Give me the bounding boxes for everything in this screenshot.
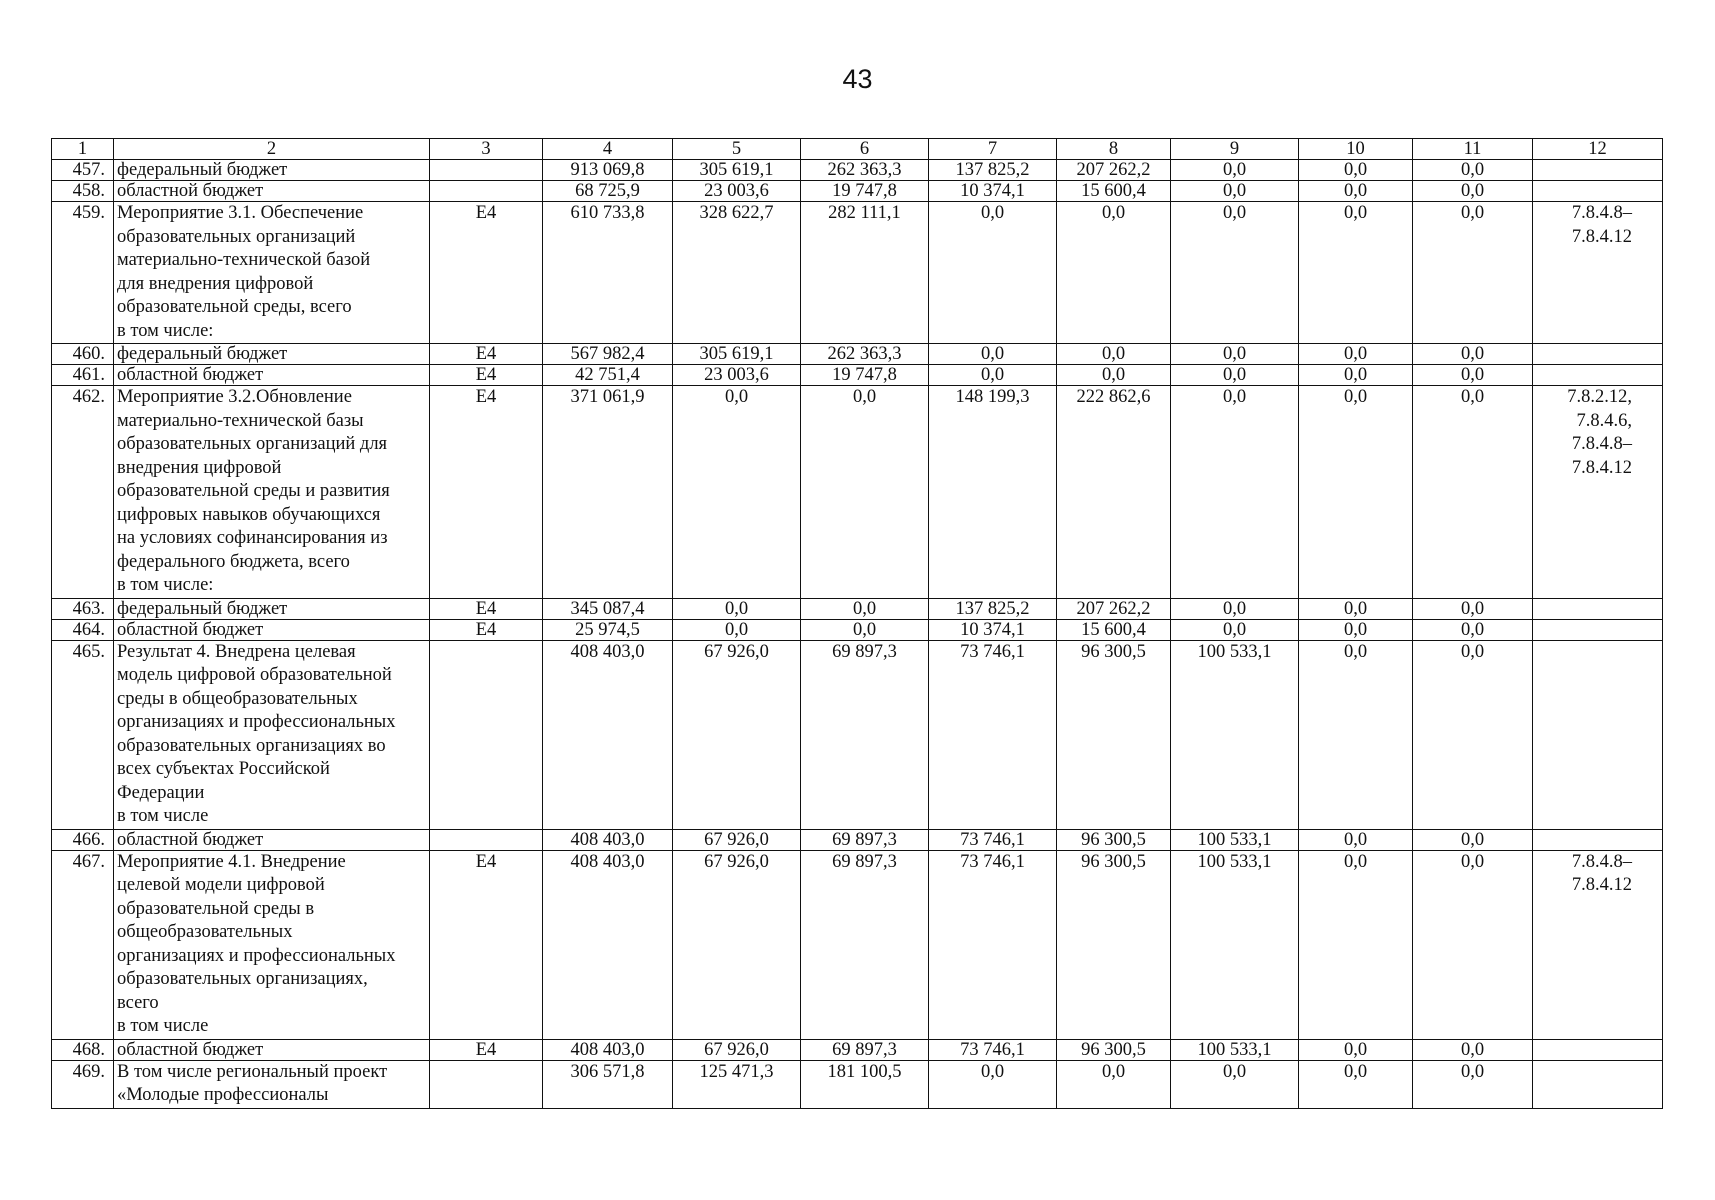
description-line: образовательных организациях во xyxy=(117,735,386,756)
value-cell-col6: 262 363,3 xyxy=(801,344,929,365)
description-line: областной бюджет xyxy=(117,1039,264,1060)
description-line: областной бюджет xyxy=(117,829,264,850)
row-references xyxy=(1533,1060,1663,1108)
row-code: Е4 xyxy=(430,365,543,386)
table-row xyxy=(52,850,1663,1039)
description-line: в том числе xyxy=(117,1016,209,1036)
value-cell-col5: 67 926,0 xyxy=(673,640,801,829)
value-cell-col10: 0,0 xyxy=(1299,1039,1413,1060)
value-cell-col7: 73 746,1 xyxy=(929,850,1057,1039)
value-cell-col4: 345 087,4 xyxy=(543,598,673,619)
row-description xyxy=(114,640,430,829)
value-cell-col5: 23 003,6 xyxy=(673,181,801,202)
value-cell-col6: 0,0 xyxy=(801,386,929,599)
value-cell-col4: 408 403,0 xyxy=(543,640,673,829)
value-cell-col4: 68 725,9 xyxy=(543,181,673,202)
value-cell-col7: 0,0 xyxy=(929,344,1057,365)
description-line: федеральный бюджет xyxy=(117,160,288,180)
value-cell-col5: 0,0 xyxy=(673,598,801,619)
row-description xyxy=(114,181,430,202)
value-cell-col9: 0,0 xyxy=(1171,386,1299,599)
description-line: модель цифровой образовательной xyxy=(117,665,392,685)
description-line: среды в общеобразовательных xyxy=(117,688,358,709)
row-number: 464. xyxy=(52,619,114,640)
column-header: 9 xyxy=(1171,139,1299,160)
value-cell-col4: 306 571,8 xyxy=(543,1060,673,1108)
reference-line: 7.8.4.12 xyxy=(1571,226,1632,247)
value-cell-col5: 23 003,6 xyxy=(673,365,801,386)
description-line: Мероприятие 4.1. Внедрение xyxy=(117,851,346,872)
value-cell-col10: 0,0 xyxy=(1299,365,1413,386)
value-cell-col4: 371 061,9 xyxy=(543,386,673,599)
value-cell-col6: 19 747,8 xyxy=(801,365,929,386)
value-cell-col7: 73 746,1 xyxy=(929,1039,1057,1060)
value-cell-col5: 67 926,0 xyxy=(673,850,801,1039)
value-cell-col11: 0,0 xyxy=(1413,829,1533,850)
value-cell-col10: 0,0 xyxy=(1299,829,1413,850)
row-code: Е4 xyxy=(430,850,543,1039)
description-line: всего xyxy=(117,992,159,1013)
column-header: 6 xyxy=(801,139,929,160)
column-header: 5 xyxy=(673,139,801,160)
value-cell-col8: 0,0 xyxy=(1057,1060,1171,1108)
value-cell-col9: 0,0 xyxy=(1171,344,1299,365)
table-row xyxy=(52,344,1663,365)
value-cell-col7: 137 825,2 xyxy=(929,160,1057,181)
description-line: образовательной среды, всего xyxy=(117,297,352,317)
value-cell-col7: 0,0 xyxy=(929,1060,1057,1108)
description-line: В том числе региональный проект xyxy=(117,1061,388,1082)
value-cell-col10: 0,0 xyxy=(1299,181,1413,202)
value-cell-col11: 0,0 xyxy=(1413,640,1533,829)
value-cell-col10: 0,0 xyxy=(1299,640,1413,829)
value-cell-col10: 0,0 xyxy=(1299,386,1413,599)
row-description xyxy=(114,202,430,344)
value-cell-col5: 305 619,1 xyxy=(673,160,801,181)
value-cell-col6: 69 897,3 xyxy=(801,829,929,850)
row-references xyxy=(1533,619,1663,640)
value-cell-col6: 181 100,5 xyxy=(801,1060,929,1108)
row-code: Е4 xyxy=(430,598,543,619)
value-cell-col4: 408 403,0 xyxy=(543,850,673,1039)
value-cell-col10: 0,0 xyxy=(1299,598,1413,619)
value-cell-col8: 207 262,2 xyxy=(1057,598,1171,619)
reference-line: 7.8.4.12 xyxy=(1571,875,1632,895)
description-line: образовательной среды в xyxy=(117,898,315,919)
row-description xyxy=(114,598,430,619)
description-line: федеральный бюджет xyxy=(117,598,288,619)
value-cell-col6: 19 747,8 xyxy=(801,181,929,202)
value-cell-col7: 148 199,3 xyxy=(929,386,1057,599)
row-number: 463. xyxy=(52,598,114,619)
row-references xyxy=(1533,202,1663,344)
table-body xyxy=(52,139,1663,1109)
row-code: Е4 xyxy=(430,386,543,599)
value-cell-col8: 96 300,5 xyxy=(1057,850,1171,1039)
value-cell-col6: 0,0 xyxy=(801,598,929,619)
value-cell-col5: 67 926,0 xyxy=(673,829,801,850)
row-description xyxy=(114,344,430,365)
row-number: 467. xyxy=(52,850,114,1039)
description-line: материально-технической базой xyxy=(117,250,371,270)
value-cell-col4: 408 403,0 xyxy=(543,1039,673,1060)
row-description xyxy=(114,386,430,599)
row-description xyxy=(114,160,430,181)
value-cell-col11: 0,0 xyxy=(1413,344,1533,365)
value-cell-col6: 0,0 xyxy=(801,619,929,640)
row-references xyxy=(1533,344,1663,365)
description-line: организациях и профессиональных xyxy=(117,945,396,966)
value-cell-col9: 0,0 xyxy=(1171,202,1299,344)
column-header: 4 xyxy=(543,139,673,160)
value-cell-col9: 100 533,1 xyxy=(1171,1039,1299,1060)
description-line: материально-технической базы xyxy=(117,410,364,431)
value-cell-col9: 0,0 xyxy=(1171,1060,1299,1108)
value-cell-col8: 96 300,5 xyxy=(1057,640,1171,829)
row-code xyxy=(430,829,543,850)
row-references xyxy=(1533,386,1663,599)
value-cell-col7: 0,0 xyxy=(929,202,1057,344)
value-cell-col8: 15 600,4 xyxy=(1057,181,1171,202)
table-row xyxy=(52,1060,1663,1108)
row-code xyxy=(430,181,543,202)
value-cell-col7: 73 746,1 xyxy=(929,829,1057,850)
table-row xyxy=(52,181,1663,202)
row-number: 457. xyxy=(52,160,114,181)
value-cell-col5: 305 619,1 xyxy=(673,344,801,365)
row-number: 458. xyxy=(52,181,114,202)
row-number: 460. xyxy=(52,344,114,365)
value-cell-col6: 282 111,1 xyxy=(801,202,929,344)
column-header: 7 xyxy=(929,139,1057,160)
description-line: образовательных организациях, xyxy=(117,969,368,989)
column-header: 11 xyxy=(1413,139,1533,160)
value-cell-col4: 610 733,8 xyxy=(543,202,673,344)
value-cell-col9: 0,0 xyxy=(1171,598,1299,619)
value-cell-col6: 69 897,3 xyxy=(801,1039,929,1060)
value-cell-col11: 0,0 xyxy=(1413,365,1533,386)
description-line: в том числе: xyxy=(117,575,214,595)
value-cell-col5: 0,0 xyxy=(673,386,801,599)
value-cell-col4: 913 069,8 xyxy=(543,160,673,181)
description-line: Результат 4. Внедрена целевая xyxy=(117,641,356,662)
column-number-row xyxy=(52,139,1663,160)
description-line: организациях и профессиональных xyxy=(117,712,396,732)
value-cell-col9: 100 533,1 xyxy=(1171,829,1299,850)
value-cell-col10: 0,0 xyxy=(1299,850,1413,1039)
column-header: 3 xyxy=(430,139,543,160)
column-header: 10 xyxy=(1299,139,1413,160)
reference-line: 7.8.4.6, xyxy=(1576,410,1632,431)
row-references xyxy=(1533,640,1663,829)
row-code: Е4 xyxy=(430,1039,543,1060)
table-row xyxy=(52,598,1663,619)
row-number: 461. xyxy=(52,365,114,386)
value-cell-col9: 100 533,1 xyxy=(1171,640,1299,829)
row-references xyxy=(1533,850,1663,1039)
description-line: образовательных организаций xyxy=(117,226,356,247)
description-line: Федерации xyxy=(117,782,205,803)
row-number: 466. xyxy=(52,829,114,850)
row-number: 465. xyxy=(52,640,114,829)
table-row xyxy=(52,386,1663,599)
row-references xyxy=(1533,1039,1663,1060)
value-cell-col9: 100 533,1 xyxy=(1171,850,1299,1039)
description-line: общеобразовательных xyxy=(117,922,293,942)
page-number: 43 xyxy=(842,64,873,94)
reference-line: 7.8.4.8– xyxy=(1571,851,1632,872)
value-cell-col4: 408 403,0 xyxy=(543,829,673,850)
row-references xyxy=(1533,598,1663,619)
value-cell-col6: 262 363,3 xyxy=(801,160,929,181)
value-cell-col10: 0,0 xyxy=(1299,160,1413,181)
row-code xyxy=(430,1060,543,1108)
description-line: Мероприятие 3.1. Обеспечение xyxy=(117,203,364,223)
description-line: областной бюджет xyxy=(117,619,264,640)
description-line: «Молодые профессионалы xyxy=(117,1085,329,1105)
value-cell-col4: 567 982,4 xyxy=(543,344,673,365)
row-description xyxy=(114,850,430,1039)
row-description xyxy=(114,365,430,386)
description-line: всех субъектах Российской xyxy=(117,759,330,779)
value-cell-col11: 0,0 xyxy=(1413,202,1533,344)
row-code: Е4 xyxy=(430,344,543,365)
table-row xyxy=(52,640,1663,829)
row-number: 459. xyxy=(52,202,114,344)
row-code xyxy=(430,640,543,829)
description-line: цифровых навыков обучающихся xyxy=(117,504,381,525)
value-cell-col8: 207 262,2 xyxy=(1057,160,1171,181)
column-header: 8 xyxy=(1057,139,1171,160)
reference-line: 7.8.2.12, xyxy=(1567,387,1632,407)
description-line: образовательной среды и развития xyxy=(117,481,390,501)
table-row xyxy=(52,1039,1663,1060)
description-line: целевой модели цифровой xyxy=(117,875,325,895)
row-code: Е4 xyxy=(430,202,543,344)
value-cell-col7: 10 374,1 xyxy=(929,181,1057,202)
value-cell-col10: 0,0 xyxy=(1299,1060,1413,1108)
value-cell-col10: 0,0 xyxy=(1299,619,1413,640)
reference-line: 7.8.4.8– xyxy=(1571,434,1632,454)
table-row xyxy=(52,829,1663,850)
value-cell-col9: 0,0 xyxy=(1171,365,1299,386)
value-cell-col8: 96 300,5 xyxy=(1057,1039,1171,1060)
value-cell-col11: 0,0 xyxy=(1413,598,1533,619)
value-cell-col7: 10 374,1 xyxy=(929,619,1057,640)
row-references xyxy=(1533,829,1663,850)
reference-line: 7.8.4.12 xyxy=(1571,457,1632,478)
value-cell-col5: 125 471,3 xyxy=(673,1060,801,1108)
row-number: 469. xyxy=(52,1060,114,1108)
value-cell-col5: 328 622,7 xyxy=(673,202,801,344)
table-row xyxy=(52,202,1663,344)
table-row xyxy=(52,619,1663,640)
row-code: Е4 xyxy=(430,619,543,640)
column-header: 12 xyxy=(1533,139,1663,160)
description-line: областной бюджет xyxy=(117,181,264,201)
description-line: Мероприятие 3.2.Обновление xyxy=(117,387,352,407)
value-cell-col5: 67 926,0 xyxy=(673,1039,801,1060)
column-header: 1 xyxy=(52,139,114,160)
value-cell-col4: 42 751,4 xyxy=(543,365,673,386)
value-cell-col10: 0,0 xyxy=(1299,202,1413,344)
table-row xyxy=(52,160,1663,181)
table-row xyxy=(52,365,1663,386)
description-line: образовательных организаций для xyxy=(117,434,388,454)
row-number: 462. xyxy=(52,386,114,599)
value-cell-col4: 25 974,5 xyxy=(543,619,673,640)
value-cell-col11: 0,0 xyxy=(1413,181,1533,202)
description-line: областной бюджет xyxy=(117,365,264,385)
row-description xyxy=(114,619,430,640)
value-cell-col11: 0,0 xyxy=(1413,1039,1533,1060)
description-line: для внедрения цифровой xyxy=(117,273,314,294)
description-line: федерального бюджета, всего xyxy=(117,551,350,572)
value-cell-col11: 0,0 xyxy=(1413,1060,1533,1108)
value-cell-col5: 0,0 xyxy=(673,619,801,640)
value-cell-col9: 0,0 xyxy=(1171,181,1299,202)
column-header: 2 xyxy=(114,139,430,160)
description-line: в том числе: xyxy=(117,320,214,341)
value-cell-col8: 96 300,5 xyxy=(1057,829,1171,850)
value-cell-col6: 69 897,3 xyxy=(801,640,929,829)
row-references xyxy=(1533,160,1663,181)
row-description xyxy=(114,829,430,850)
description-line: федеральный бюджет xyxy=(117,344,288,364)
budget-table xyxy=(51,138,1663,1109)
value-cell-col6: 69 897,3 xyxy=(801,850,929,1039)
value-cell-col11: 0,0 xyxy=(1413,386,1533,599)
value-cell-col9: 0,0 xyxy=(1171,160,1299,181)
value-cell-col7: 0,0 xyxy=(929,365,1057,386)
value-cell-col11: 0,0 xyxy=(1413,619,1533,640)
value-cell-col9: 0,0 xyxy=(1171,619,1299,640)
row-references xyxy=(1533,181,1663,202)
value-cell-col8: 0,0 xyxy=(1057,365,1171,386)
value-cell-col10: 0,0 xyxy=(1299,344,1413,365)
row-description xyxy=(114,1060,430,1108)
value-cell-col8: 0,0 xyxy=(1057,202,1171,344)
value-cell-col8: 222 862,6 xyxy=(1057,386,1171,599)
value-cell-col11: 0,0 xyxy=(1413,160,1533,181)
row-description xyxy=(114,1039,430,1060)
row-number: 468. xyxy=(52,1039,114,1060)
value-cell-col7: 137 825,2 xyxy=(929,598,1057,619)
value-cell-col11: 0,0 xyxy=(1413,850,1533,1039)
value-cell-col8: 0,0 xyxy=(1057,344,1171,365)
reference-line: 7.8.4.8– xyxy=(1571,203,1632,223)
value-cell-col8: 15 600,4 xyxy=(1057,619,1171,640)
description-line: внедрения цифровой xyxy=(117,457,282,478)
description-line: на условиях софинансирования из xyxy=(117,528,388,548)
description-line: в том числе xyxy=(117,806,209,826)
row-references xyxy=(1533,365,1663,386)
value-cell-col7: 73 746,1 xyxy=(929,640,1057,829)
row-code xyxy=(430,160,543,181)
